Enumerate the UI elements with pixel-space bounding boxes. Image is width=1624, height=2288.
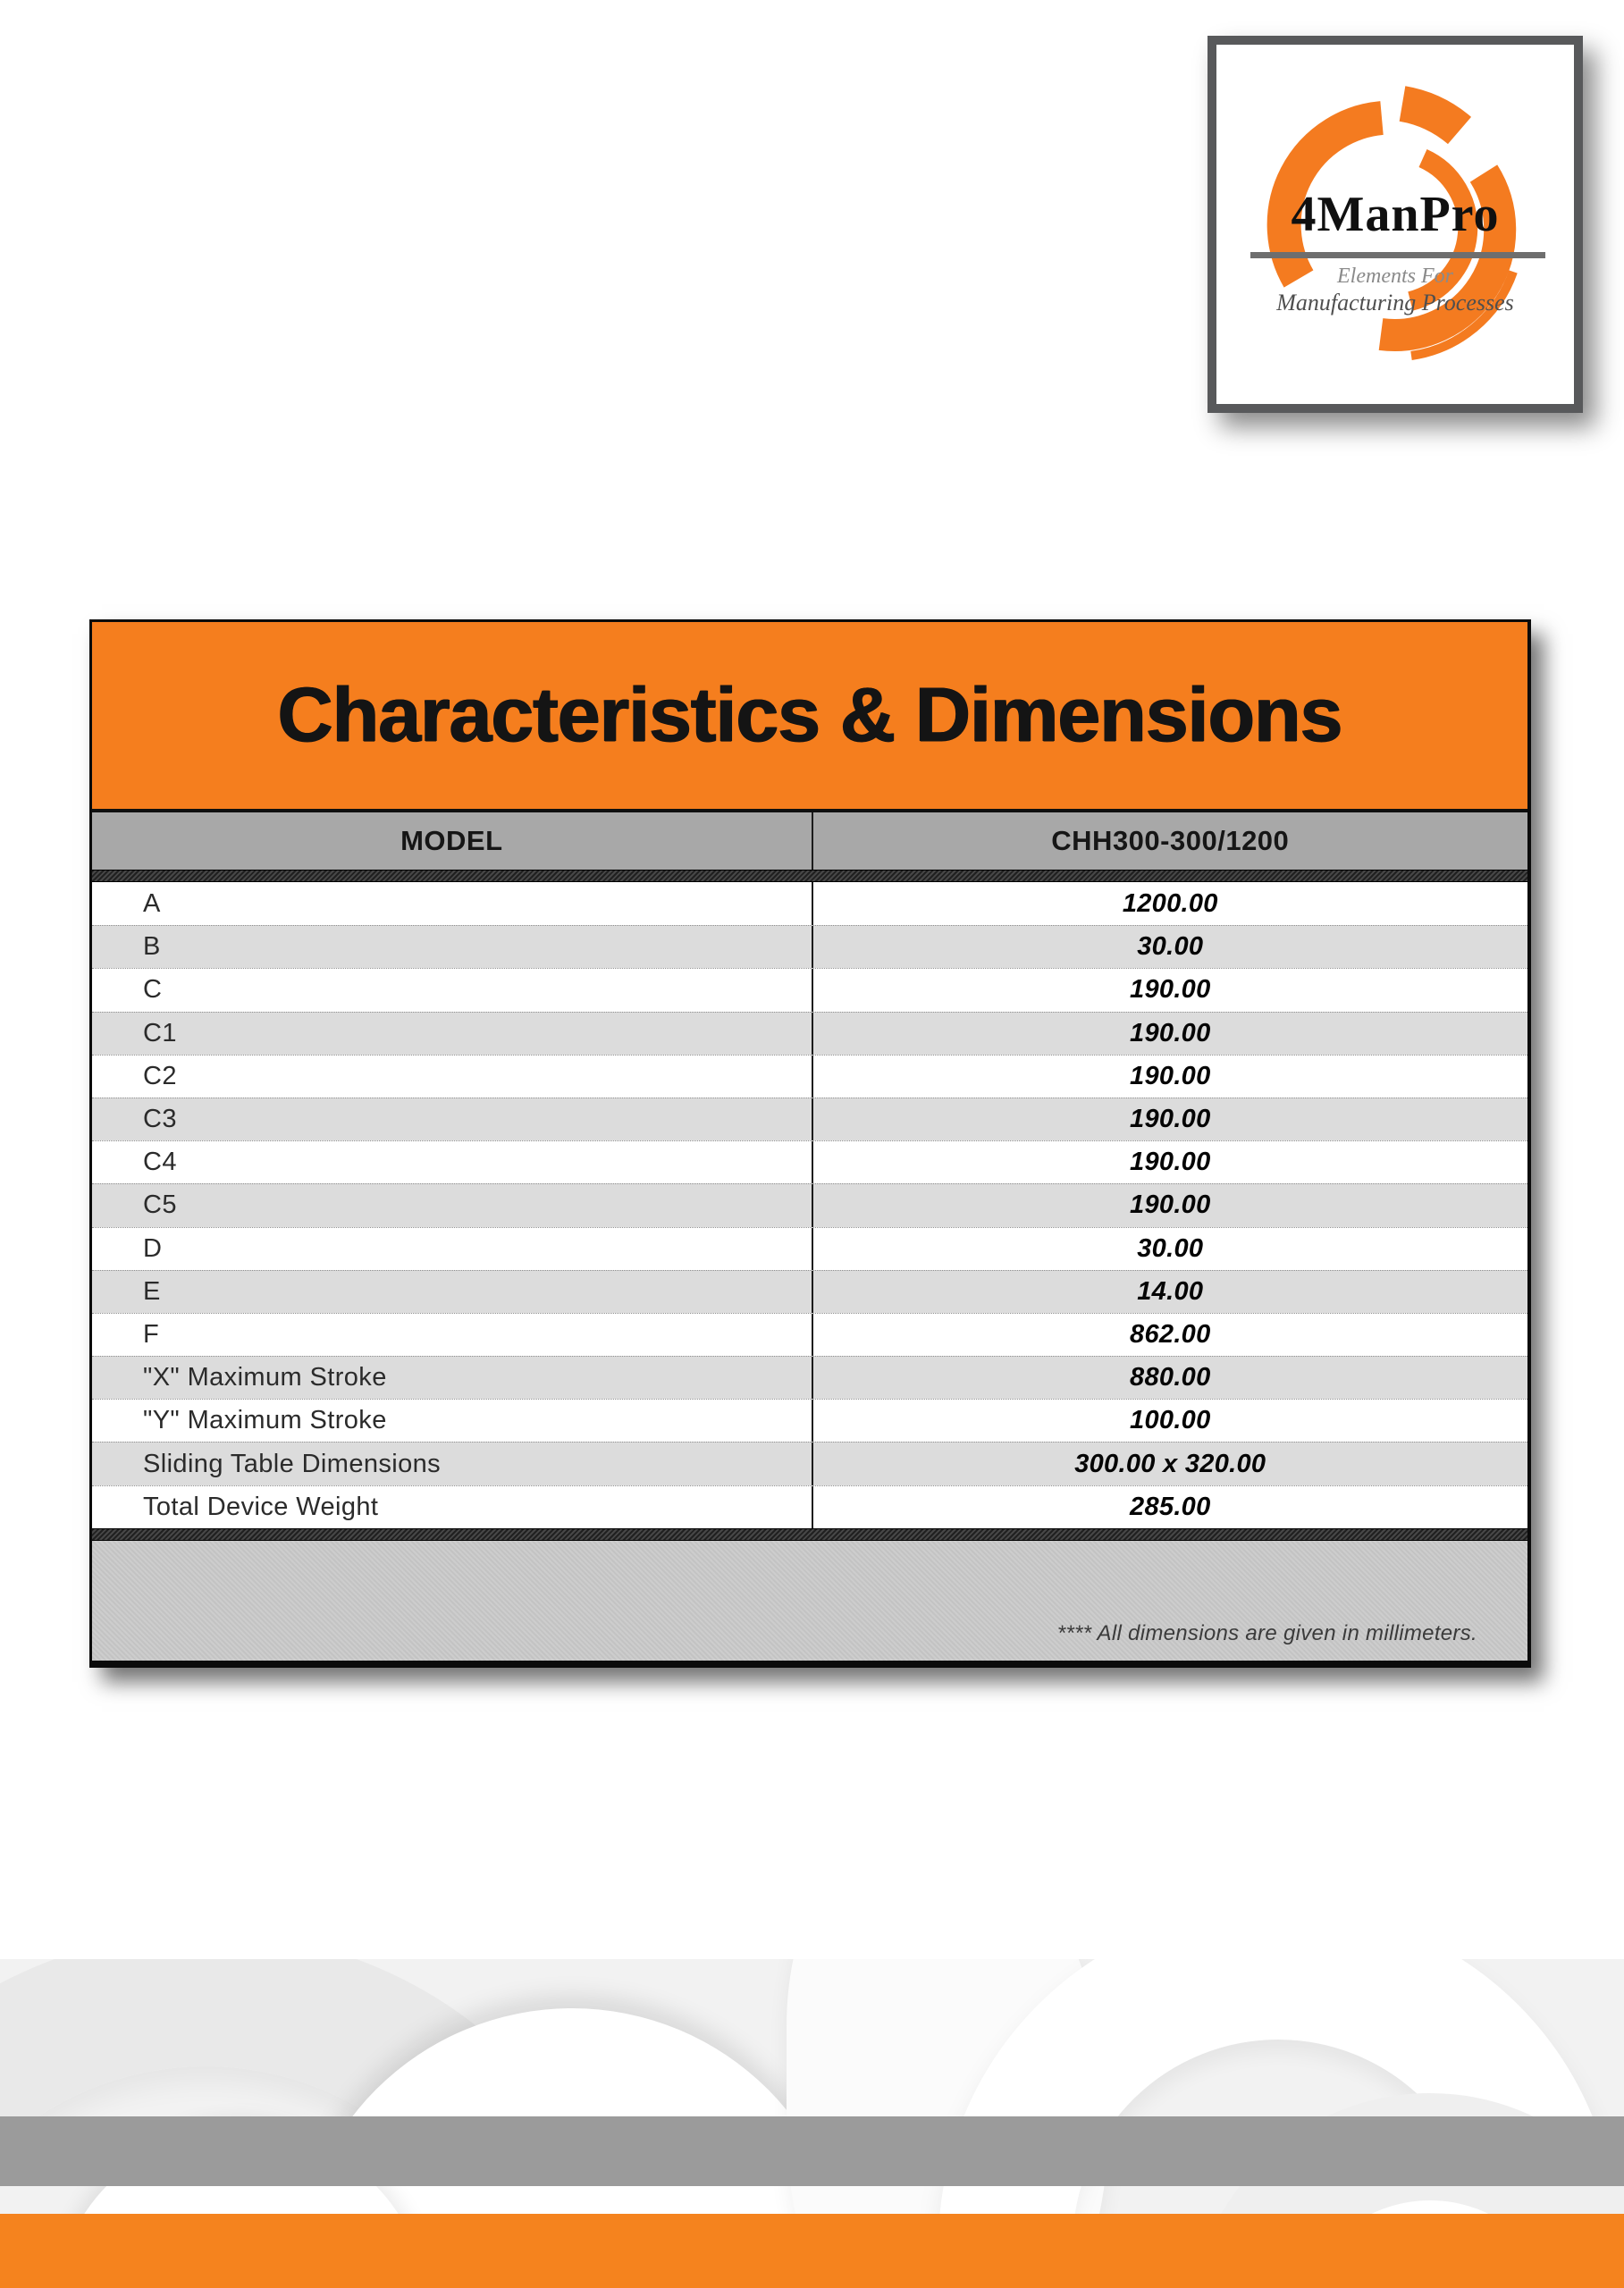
row-label: "Y" Maximum Stroke <box>143 1406 387 1435</box>
row-label: C4 <box>143 1148 177 1177</box>
row-label: E <box>143 1276 161 1306</box>
logo-divider-line <box>1250 252 1545 258</box>
row-label: "X" Maximum Stroke <box>143 1363 387 1392</box>
logo-tagline-line1: Elements For <box>1337 265 1453 288</box>
row-value: 190.00 <box>812 1184 1527 1226</box>
table-title-band <box>92 622 1527 812</box>
table-body <box>92 882 1527 1528</box>
logo-brand-text: 4ManPro <box>1291 187 1500 242</box>
row-value: 190.00 <box>812 1013 1527 1055</box>
row-value: 30.00 <box>812 1228 1527 1270</box>
orange-footer-bar <box>0 2214 1624 2288</box>
dimensions-footnote: **** All dimensions are given in millimeters. <box>1056 1620 1477 1645</box>
row-label: A <box>143 888 161 918</box>
row-value: 285.00 <box>812 1486 1527 1528</box>
table-title: Characteristics & Dimensions <box>277 672 1342 758</box>
logo-tagline-line2: Manufacturing Processes <box>1276 290 1514 315</box>
row-value: 862.00 <box>812 1314 1527 1356</box>
row-label: Total Device Weight <box>143 1492 379 1521</box>
row-label: C2 <box>143 1061 177 1090</box>
table-row <box>92 1270 1527 1313</box>
table-row <box>92 1485 1527 1528</box>
row-value: 300.00 x 320.00 <box>812 1443 1527 1485</box>
table-row <box>92 1140 1527 1183</box>
model-header-value: CHH300-300/1200 <box>812 812 1527 870</box>
row-value: 190.00 <box>812 1056 1527 1098</box>
separator-band-top <box>92 870 1527 882</box>
table-row <box>92 1227 1527 1270</box>
table-header-row <box>92 812 1527 870</box>
table-row <box>92 1442 1527 1485</box>
table-row <box>92 968 1527 1011</box>
row-value: 1200.00 <box>812 882 1527 925</box>
table-row <box>92 1356 1527 1399</box>
row-label: Sliding Table Dimensions <box>143 1449 442 1478</box>
company-logo <box>1207 36 1583 413</box>
table-row <box>92 882 1527 925</box>
row-value: 190.00 <box>812 1098 1527 1140</box>
row-label: D <box>143 1233 163 1263</box>
row-label: C <box>143 975 163 1005</box>
gray-stripe <box>0 2116 1624 2186</box>
table-row <box>92 1055 1527 1098</box>
row-label: C1 <box>143 1018 177 1047</box>
table-row <box>92 1098 1527 1140</box>
table-row <box>92 1399 1527 1442</box>
row-label: C5 <box>143 1190 177 1220</box>
table-row <box>92 1183 1527 1226</box>
separator-band-bottom <box>92 1528 1527 1541</box>
row-value: 190.00 <box>812 1141 1527 1183</box>
table-row <box>92 1313 1527 1356</box>
row-label: F <box>143 1319 160 1349</box>
row-value: 880.00 <box>812 1357 1527 1399</box>
row-label: B <box>143 932 161 962</box>
row-label: C3 <box>143 1105 177 1134</box>
table-footer <box>92 1541 1527 1661</box>
row-value: 190.00 <box>812 969 1527 1011</box>
model-header-label: MODEL <box>400 825 503 856</box>
row-value: 30.00 <box>812 926 1527 968</box>
row-value: 100.00 <box>812 1400 1527 1442</box>
row-value: 14.00 <box>812 1271 1527 1313</box>
table-row <box>92 1012 1527 1055</box>
spec-table-panel <box>89 619 1531 1668</box>
table-row <box>92 925 1527 968</box>
